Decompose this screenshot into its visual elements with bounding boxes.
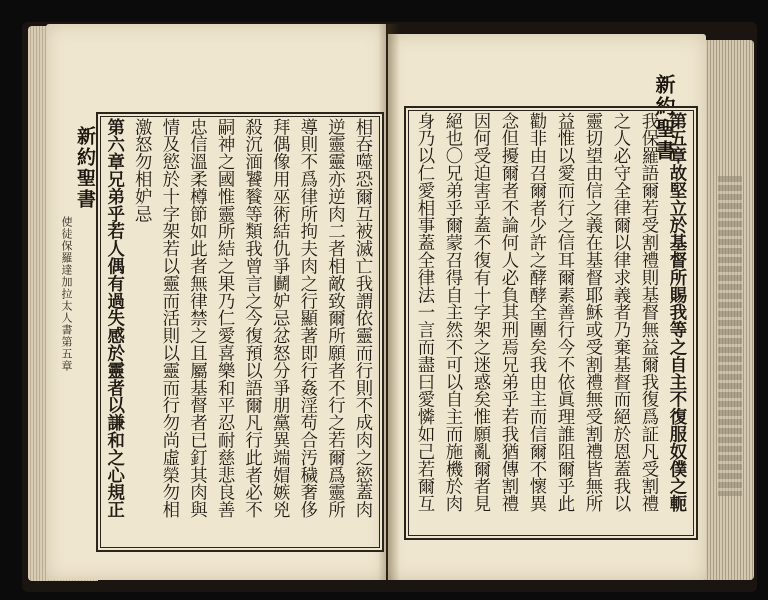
text-column: 身乃以仁愛相事蓋全律法一言而盡曰愛憐如己若爾互 — [414, 112, 434, 513]
chapter-five-column: 第五章故堅立於基督所賜我等之自主不復服奴僕之軛 — [666, 112, 686, 513]
right-text-columns — [408, 112, 690, 532]
chapter-six-column: 第六章兄弟乎若人偶有過失感於靈者以謙和之心規正 — [103, 118, 124, 519]
text-column: 激怒勿相妒忌 — [131, 118, 152, 223]
text-column: 忠信溫柔樽節如此者無律禁之且屬基督者已釘其肉與 — [186, 118, 207, 519]
left-side-title: 新約聖書 — [74, 126, 96, 210]
text-column: 拜偶像用巫術結仇爭鬬妒忌忿怒分爭朋黨異端媢嫉兇 — [269, 118, 290, 519]
text-column: 我保羅語爾若受割禮則基督無益爾我復爲証凡受割禮 — [638, 112, 658, 513]
left-side-note: 使徒保羅達加拉太人書第五章 — [60, 216, 73, 372]
text-column: 靈切望由信之義在基督耶穌或受割禮無受割禮皆無所 — [582, 112, 602, 513]
text-column: 相吞噬恐爾互被滅亡我謂依靈而行則不成肉之慾蓋肉 — [352, 118, 372, 519]
text-column: 念但擾爾者不論何人必負其刑焉兄弟乎若我猶傳割禮 — [498, 112, 518, 513]
text-column: 逆靈靈亦逆肉二者相敵致爾所願者不行之若爾爲靈所 — [324, 118, 345, 519]
right-edge-marks — [718, 176, 742, 496]
text-column: 導則不爲律所拘夫肉之行顯著即行姦淫苟合汚穢奢侈 — [296, 118, 317, 519]
text-column: 情及慾於十字架若以靈而活則以靈而行勿尚虛榮勿相 — [158, 118, 179, 519]
text-column: 殺沉湎饕餮等類我曾言之今復預以語爾凡行此者必不 — [241, 118, 262, 519]
text-column: 之人必守全律爾以律求義者乃棄基督而絕於恩蓋我以 — [610, 112, 630, 513]
left-text-columns — [100, 118, 376, 544]
text-column: 勸非由召爾者少許之酵酵全團矣我由主而信爾不懷異 — [526, 112, 546, 513]
text-column: 益惟以愛而行之信耳爾素善行今不依眞理誰阻爾乎此 — [554, 112, 574, 513]
right-title-tab: 新約聖書 — [652, 74, 676, 162]
text-column: 絕也〇兄弟乎爾蒙召得自主然不可以自主而施機於肉 — [442, 112, 462, 513]
text-column: 因何受迫害乎蓋不復有十字架之迷惑矣惟願亂爾者見 — [470, 112, 490, 513]
text-column: 嗣神之國惟靈所結之果乃仁愛喜樂和平忍耐慈悲良善 — [214, 118, 235, 519]
